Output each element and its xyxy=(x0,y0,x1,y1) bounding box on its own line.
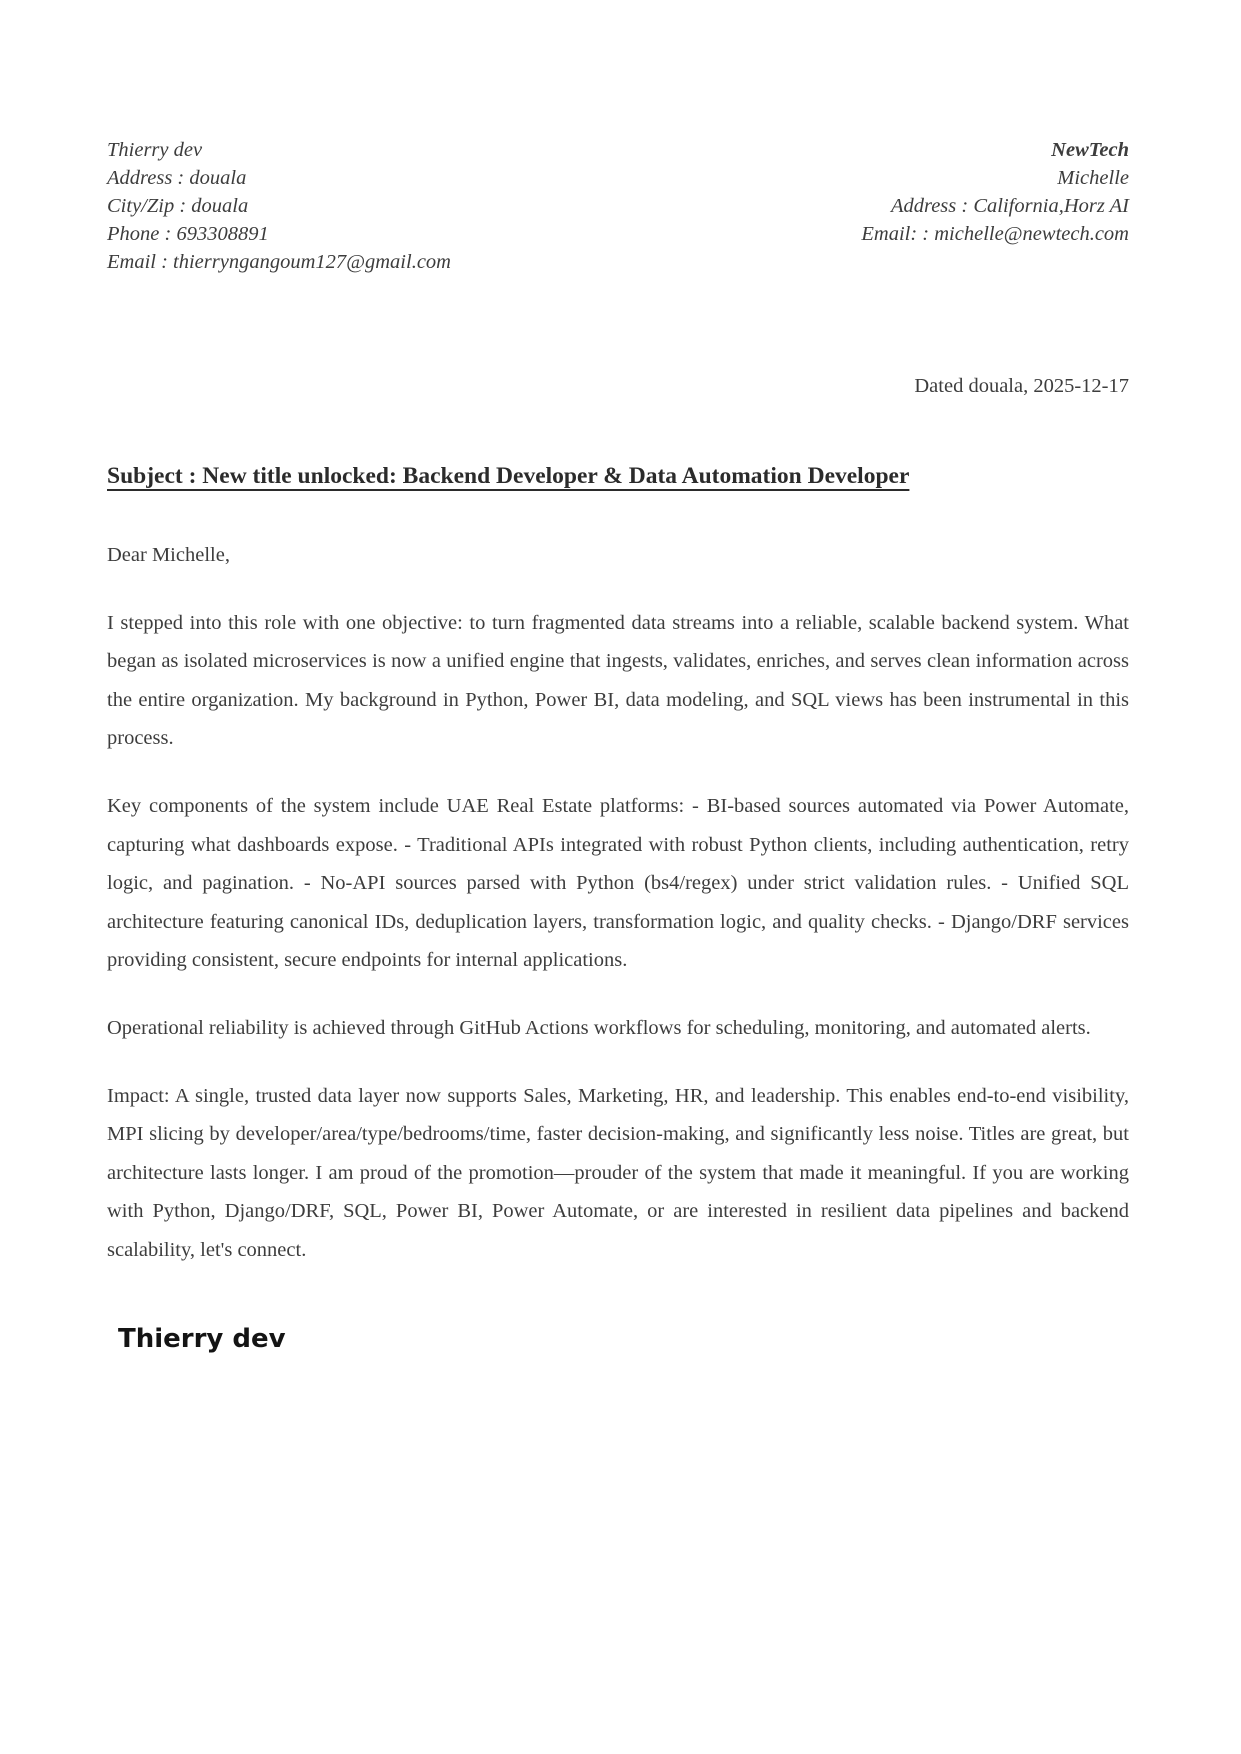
recipient-email: Email: : michelle@newtech.com xyxy=(861,223,1129,245)
date-line: Dated douala, 2025-12-17 xyxy=(914,375,1129,397)
letter-header xyxy=(107,136,1129,276)
sender-name: Thierry dev xyxy=(107,139,203,161)
sender-email: Email : thierryngangoum127@gmail.com xyxy=(107,251,451,273)
sender-address: Address : douala xyxy=(107,167,247,189)
signature: Thierry dev xyxy=(118,1323,286,1354)
subject-line: Subject : New title unlocked: Backend Developer & Data Automation Developer xyxy=(107,463,910,489)
recipient-address: Address : California,Horz AI xyxy=(890,195,1129,217)
recipient-company: NewTech xyxy=(1051,139,1129,161)
recipient-block xyxy=(861,136,1129,248)
body-paragraph: Impact: A single, trusted data layer now supports Sales, Marketing, HR, and leadership. This enables end-to-end visibility, MPI slicing by developer/area/type/bedrooms/time, faster decision-making, and significantly less noise. Titles are great, but architecture lasts longer. I am proud of the promotion—prouder of the system that made it meaningful. If you are working with Python, Django/DRF, SQL, Power BI, Power Automate, or are interested in resilient data pipelines and backend scalability, let's connect. xyxy=(107,1084,1129,1261)
body-paragraph: Key components of the system include UAE Real Estate platforms: - BI-based sources automated via Power Automate, capturing what dashboards expose. - Traditional APIs integrated with robust Python clients, including authentication, retry logic, and pagination. - No-API sources parsed with Python (bs4/regex) under strict validation rules. - Unified SQL architecture featuring canonical IDs, deduplication layers, transformation logic, and quality checks. - Django/DRF services providing consistent, secure endpoints for internal applications. xyxy=(107,794,1129,972)
sender-city-zip: City/Zip : douala xyxy=(107,195,249,217)
recipient-contact: Michelle xyxy=(1057,167,1129,189)
greeting: Dear Michelle, xyxy=(107,544,230,566)
sender-phone: Phone : 693308891 xyxy=(107,223,269,245)
sender-block xyxy=(107,136,451,276)
body-paragraph: I stepped into this role with one objective: to turn fragmented data streams into a reliable, scalable backend system. What began as isolated microservices is now a unified engine that ingests, validates, enriches, and serves clean information across the entire organization. My background in Python, Power BI, data modeling, and SQL views has been instrumental in this process. xyxy=(107,611,1129,750)
body-paragraph: Operational reliability is achieved through GitHub Actions workflows for scheduling, monitoring, and automated alerts. xyxy=(107,1016,1091,1039)
